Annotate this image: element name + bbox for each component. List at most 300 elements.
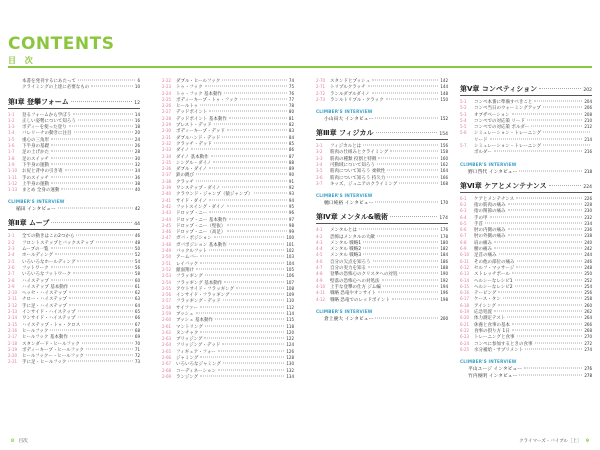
section-number: 1-6 (8, 143, 15, 149)
page-number: 14 (134, 111, 140, 117)
dot-leader (200, 256, 284, 257)
entry-title: 筋肉について知ろう 柔軟性 (330, 169, 386, 175)
section-number: 2-39 (162, 185, 172, 191)
section-number: 2-21 (8, 359, 18, 365)
entry-title: ワンステップ・ダイノ (176, 186, 221, 192)
dot-leader (70, 336, 133, 337)
title-rule (8, 66, 592, 68)
interview-entry[interactable] (8, 205, 140, 212)
page-number: 260 (584, 302, 592, 308)
section-number: 5-7 (460, 143, 467, 149)
section-number: 1-2 (8, 117, 15, 123)
dot-leader (375, 202, 438, 203)
entry-title: プレスト・デッド (176, 123, 212, 129)
dot-leader (368, 86, 439, 87)
page-number: 194 (440, 283, 448, 289)
section-number: 2-23 (162, 84, 172, 90)
page-number: 200 (440, 315, 448, 321)
section-number: 6-5 (460, 220, 467, 226)
interview-entry[interactable] (316, 115, 448, 122)
section-number: 2-7 (8, 271, 15, 277)
dot-leader (65, 170, 133, 171)
page-number: 184 (440, 252, 448, 258)
page-number: 48 (134, 239, 140, 245)
section-number: 2-43 (162, 210, 172, 216)
entry-title: ブリッジング (176, 337, 203, 343)
entry-title: 水分補給・サプリメント (474, 347, 524, 353)
toc-entry[interactable] (316, 97, 448, 103)
entry-title: メンタル 戦略3 (330, 253, 362, 259)
section-number: 2-11 (8, 296, 18, 302)
entry-title: 肘の外側の痛み (474, 234, 506, 240)
dot-leader (494, 151, 583, 152)
dot-leader (218, 350, 284, 351)
right-running-head: クライマーズ・バイブル［上］ (519, 439, 582, 444)
section-number: 6-18 (460, 302, 470, 308)
page-number: 54 (134, 258, 140, 264)
page-number: 174 (439, 216, 448, 222)
page-number: 16 (134, 117, 140, 123)
dot-leader (512, 273, 582, 274)
section-number: 3-1 (316, 143, 323, 149)
entry-title: 可動域について知ろう (330, 163, 375, 169)
dot-leader (51, 176, 133, 177)
entry-title: キッズ、ジュニアのクライミング (330, 181, 398, 187)
dot-leader (214, 124, 287, 125)
entry-title: 下半身の基礎 (22, 144, 49, 150)
entry-title: クラッチ (176, 179, 194, 185)
chapter-heading[interactable] (8, 218, 140, 230)
entry-title: ドロップ・ニー 基本動作 (176, 217, 227, 223)
entry-title: 壁落の恐怖心への対処法 (330, 278, 380, 284)
dot-leader (375, 118, 438, 119)
page-number: 38 (134, 180, 140, 186)
entry-title: ヘルシーなレシピ2 (474, 284, 513, 290)
page-number: 96 (288, 210, 294, 216)
interview-tag: CLIMBER'S INTERVIEW (316, 308, 373, 314)
section-number: 6-13 (460, 271, 470, 277)
page-number: 268 (584, 327, 592, 333)
entry-title: ダイノ 基本動作 (176, 154, 209, 160)
entry-title: シミュレーション・トレーニング (474, 131, 542, 137)
section-number: 2-61 (162, 323, 172, 329)
entry-title: ジャミング (176, 356, 199, 362)
section-number: 6-8 (460, 239, 467, 245)
section-number: 5-3 (460, 111, 467, 117)
entry-title: ムーブの一覧 (22, 247, 49, 253)
page-number: 152 (440, 116, 448, 122)
page-number: 83 (288, 128, 294, 134)
page-number: 158 (440, 149, 448, 155)
page-number: 228 (584, 201, 592, 207)
entry-title: クラウンド・ジャンプ（猿ジャンプ） (176, 192, 253, 198)
climbers-interview (8, 199, 140, 212)
section-number: 3-5 (316, 168, 323, 174)
page-number: 108 (286, 285, 294, 291)
entry-title: ハイステップ 基本動作 (22, 284, 69, 290)
entry-title: 上半身の運動 (22, 181, 49, 187)
page-number: 81 (288, 115, 294, 121)
dot-leader (490, 138, 583, 139)
page-number: 206 (584, 105, 592, 111)
section-number: 1-11 (8, 174, 18, 180)
section-number: 4-6 (316, 258, 323, 264)
entry-title: 野口啓代 インタビュー (468, 169, 518, 175)
section-number: 1-7 (8, 149, 15, 155)
dot-leader (387, 170, 438, 171)
entry-title: コンペ当日のウォーミングアップ (474, 106, 541, 112)
page-number: 224 (583, 184, 592, 190)
dot-leader (240, 98, 287, 99)
page-number: 104 (286, 260, 294, 266)
page-number: 214 (584, 136, 592, 142)
dot-leader (227, 224, 286, 225)
entry-title: 登攀の恐怖心のクリスタへの対処 (330, 272, 398, 278)
page-number: 196 (440, 290, 448, 296)
dot-leader (68, 361, 132, 362)
page-number: 218 (584, 168, 592, 174)
dot-leader (515, 285, 583, 286)
page-number: 166 (440, 174, 448, 180)
page-number: 93 (288, 191, 294, 197)
section-number: 4-9 (316, 277, 323, 283)
dot-leader (359, 229, 439, 230)
toc-entry[interactable] (316, 181, 448, 187)
dot-leader (211, 155, 287, 156)
entry-title: ガバ・ポジション (176, 236, 212, 242)
dot-leader (51, 163, 133, 164)
entry-title: アイシング (474, 303, 496, 309)
entry-title: いろいろなホールディング (22, 259, 76, 265)
entry-title: デッドポイント 基本動作 (176, 116, 227, 122)
section-number: 2-20 (8, 353, 18, 359)
entry-title: 全ての動きはこの2つから (22, 234, 75, 240)
dot-leader (215, 319, 284, 320)
entry-title: フットワーク (22, 265, 49, 271)
section-number: 2-56 (162, 292, 172, 298)
section-number: 2-8 (8, 277, 15, 283)
entry-title: ランルダブルダイノ (330, 91, 370, 97)
dot-leader (535, 342, 583, 343)
dot-leader (227, 205, 287, 206)
page-number: 120 (286, 329, 294, 335)
section-number: 2-31 (162, 134, 172, 140)
page-number: 73 (134, 359, 140, 365)
section-number: 4-12 (316, 296, 326, 302)
dot-leader (78, 80, 135, 81)
page-number: 162 (440, 162, 448, 168)
section-number: 6-17 (460, 296, 470, 302)
dot-leader (494, 311, 582, 312)
page-number: 66 (134, 315, 140, 321)
dot-leader (200, 331, 284, 332)
page-number: 102 (286, 248, 294, 254)
entry-title: ケアとメンテナンス (474, 196, 515, 202)
dot-leader (200, 357, 284, 358)
section-number: 3-4 (316, 162, 323, 168)
entry-title: 体力測定テスト (474, 316, 506, 322)
entry-title: オブザベーション (474, 112, 510, 118)
section-number: 4-3 (316, 239, 323, 245)
toc-entry[interactable] (316, 297, 448, 303)
climbers-interview (460, 359, 592, 379)
section-number: 6-7 (460, 233, 467, 239)
dot-leader (378, 157, 438, 158)
entry-title: ランルトリプル・クラック (330, 97, 384, 103)
dot-leader (200, 306, 284, 307)
entry-title: フリッジング・デッド (176, 343, 221, 349)
dot-leader (498, 304, 582, 305)
entry-title: ケース・タン (474, 297, 501, 303)
page-number: 94 (288, 197, 294, 203)
chapter-title: 第Ⅴ章 コンペティション (460, 85, 538, 93)
section-number: 6-6 (460, 227, 467, 233)
entry-title: ナロー・ハイステップ (22, 297, 67, 303)
section-number: 2-12 (8, 302, 18, 308)
page-number: 52 (134, 252, 140, 258)
section-number: 6-21 (460, 321, 470, 327)
dot-leader (196, 312, 285, 313)
page-number: 99 (288, 229, 294, 235)
entry-title: テーピング (474, 291, 497, 297)
section-number: 2-6 (8, 264, 15, 270)
section-number: 3-3 (316, 155, 323, 161)
section-number: 2-59 (162, 310, 172, 316)
toc-entry[interactable] (162, 374, 294, 380)
entry-title: 手のスイッチ (22, 175, 49, 181)
interview-entry[interactable] (316, 199, 448, 206)
section-number: 2-41 (162, 197, 172, 203)
interview-entry[interactable] (316, 315, 448, 322)
entry-title: 筋肉について知ろう 持久力 (330, 175, 386, 181)
chapter-heading[interactable] (316, 212, 448, 224)
interview-entry[interactable] (460, 168, 592, 175)
dot-leader (51, 266, 133, 267)
chapter-heading[interactable] (460, 181, 592, 193)
section-number: 2-2 (8, 239, 15, 245)
dot-leader (69, 292, 133, 293)
page-number: 34 (134, 168, 140, 174)
section-number: 2-36 (162, 166, 172, 172)
page-number: 204 (584, 99, 592, 104)
entry-title: トレーニングと食事 (474, 335, 515, 341)
page-number: 30 (134, 155, 140, 161)
entry-title: スタンドとプッシュ (330, 79, 371, 84)
chapter-heading[interactable] (316, 128, 448, 140)
page-number: 252 (584, 277, 592, 283)
page-number: 82 (288, 122, 294, 128)
entry-title: デッドポイント (176, 110, 208, 116)
page-number: 26 (134, 143, 140, 149)
toc-entry[interactable] (8, 359, 140, 365)
page-number: 58 (134, 271, 140, 277)
toc-entry[interactable] (460, 347, 592, 353)
entry-title: ドロップ・ニー（壁抜） (176, 223, 226, 229)
dot-leader (51, 151, 133, 152)
dot-leader (51, 279, 133, 280)
page-number: 71 (134, 346, 140, 352)
page-number: 42 (134, 206, 140, 212)
section-number: 2-44 (162, 216, 172, 222)
entry-title: ヘルシーなレシピ1 (474, 278, 513, 284)
dot-leader (490, 216, 583, 217)
entry-title: 足首の痛み (474, 253, 497, 259)
page-number: 248 (584, 264, 592, 270)
entry-title: トゥ・フック (176, 85, 203, 91)
entry-title: ブッシュ 基本動作 (176, 318, 214, 324)
entry-title: 竹内俊明 インタビュー (468, 374, 518, 380)
dot-leader (508, 235, 583, 236)
entry-title: 筋肉の仕組みとクライミング (330, 150, 389, 156)
page-number: 168 (440, 180, 448, 186)
chapter-heading[interactable] (8, 97, 140, 109)
page-number: 84 (288, 134, 294, 140)
dot-leader (91, 86, 133, 87)
interview-tag: CLIMBER'S INTERVIEW (316, 193, 373, 199)
entry-title: ダブルハンド・デッド (176, 135, 221, 141)
entry-title: ランジング (176, 374, 199, 380)
dot-leader (363, 254, 438, 255)
dot-leader (503, 298, 583, 299)
section-number: 1-3 (8, 124, 15, 130)
entry-title: フラッギング 基本動作 (176, 280, 223, 286)
page-number: 24 (134, 136, 140, 142)
interview-entry[interactable] (460, 365, 592, 372)
dot-leader (373, 260, 439, 261)
interview-tag: CLIMBER'S INTERVIEW (460, 359, 517, 365)
dot-leader (61, 189, 132, 190)
page-number: 115 (286, 317, 294, 323)
section-number: 6-12 (460, 264, 470, 270)
entry-title: バレリーナの動きに注目 (22, 131, 72, 137)
dot-leader (222, 136, 286, 137)
dot-leader (382, 279, 439, 280)
toc-entry[interactable] (8, 84, 140, 90)
page-number: 85 (288, 140, 294, 146)
left-page-number: 8 (11, 439, 15, 444)
entry-title: 手の甲 (474, 215, 488, 221)
dot-leader (390, 216, 437, 217)
section-number: 4-10 (316, 283, 326, 289)
section-number: 2-5 (8, 258, 15, 264)
interview-entry[interactable] (460, 372, 592, 379)
page-number: 276 (584, 366, 592, 372)
page-number: 40 (134, 187, 140, 193)
section-number: 2-64 (162, 342, 172, 348)
section-number: 2-66 (162, 355, 172, 361)
dot-leader (399, 273, 438, 274)
entry-title: 戦略 恐竜やオンサイト (330, 291, 377, 297)
page-number: 90 (288, 172, 294, 178)
entry-title: 自分の実力を知る (330, 266, 366, 272)
dot-leader (498, 292, 582, 293)
section-number: 6-11 (460, 258, 470, 264)
left-running-head: 目次 (18, 439, 28, 444)
entry-title: 小山田大 インタビュー (324, 117, 374, 123)
entry-title: 自分の欠点を知ろう (330, 259, 371, 265)
entry-title: 稲田 インタビュー (16, 207, 56, 213)
page-number: 254 (584, 283, 592, 289)
entry-title: ドロップ・ニー (176, 211, 208, 217)
entry-title: コンペでの対応策 リード (474, 118, 525, 124)
page-number: 100 (286, 235, 294, 241)
dot-leader (524, 368, 582, 369)
chapter-title: 第Ⅲ章 フィジカル (316, 129, 374, 138)
dot-leader (499, 254, 583, 255)
dot-leader (191, 149, 287, 150)
dot-leader (363, 248, 438, 249)
section-number: 2-18 (8, 340, 18, 346)
dot-leader (200, 105, 287, 106)
dot-leader (51, 157, 133, 158)
page-number: 150 (440, 96, 448, 102)
chapter-heading[interactable] (460, 84, 592, 96)
entry-title: ヌンチャク (176, 330, 199, 336)
dot-leader (209, 212, 286, 213)
dot-leader (70, 285, 133, 286)
dot-leader (78, 119, 133, 120)
toc-entry[interactable] (8, 187, 140, 193)
entry-title: フィジカルとは (330, 144, 362, 150)
section-number: 2-14 (8, 315, 18, 321)
climbers-interview (316, 109, 448, 122)
dot-leader (386, 98, 439, 99)
toc-column-3 (316, 78, 448, 322)
dot-leader (224, 92, 287, 93)
section-number: 3-6 (316, 174, 323, 180)
page-number: 258 (584, 296, 592, 302)
entry-title: 指の筋肉の痛み (474, 202, 506, 208)
entry-title: マントリング (176, 324, 203, 330)
page-number: 144 (440, 84, 448, 90)
page-number: 210 (584, 117, 592, 123)
section-number: 2-60 (162, 317, 172, 323)
page-number: 188 (440, 265, 448, 271)
dot-leader (377, 164, 438, 165)
entry-title: ハイステップ (22, 278, 49, 284)
toc-entry[interactable] (460, 149, 592, 155)
section-number: 2-73 (316, 96, 326, 102)
section-number: 2-10 (8, 290, 18, 296)
dot-leader (485, 222, 582, 223)
page-number: 105 (286, 266, 294, 272)
entry-title: 食事の摂り方 1日 (474, 328, 510, 334)
chapter-title: 第Ⅵ章 ケアとメンテナンス (460, 181, 547, 190)
interview-tag: CLIMBER'S INTERVIEW (8, 199, 65, 205)
page-number: 56 (134, 264, 140, 270)
entry-title: アウトサイド・フラッギング (176, 286, 234, 292)
dot-leader (516, 266, 582, 267)
dot-leader (519, 170, 582, 171)
entry-title: ダブル・ヒールフック (176, 79, 221, 84)
entry-title: 本書を発刊するにあたって (22, 79, 76, 84)
entry-title: シングル・ダイノ (176, 160, 212, 166)
dot-leader (204, 338, 284, 339)
section-number: 2-51 (162, 260, 172, 266)
section-number: 2-53 (162, 273, 172, 279)
section-number: 4-2 (316, 233, 323, 239)
dot-leader (363, 145, 438, 146)
section-number: 2-71 (316, 84, 326, 90)
dot-leader (227, 231, 286, 232)
page-number: 236 (584, 227, 592, 233)
entry-title: お尻と背中の引き寄 (22, 169, 63, 175)
section-number: 2-17 (8, 334, 18, 340)
dot-leader (51, 222, 132, 223)
dot-leader (363, 241, 438, 242)
entry-title: 筋肉の種類 役割と特徴 (330, 156, 377, 162)
entry-title: セルフ・マッサージ (474, 265, 515, 271)
